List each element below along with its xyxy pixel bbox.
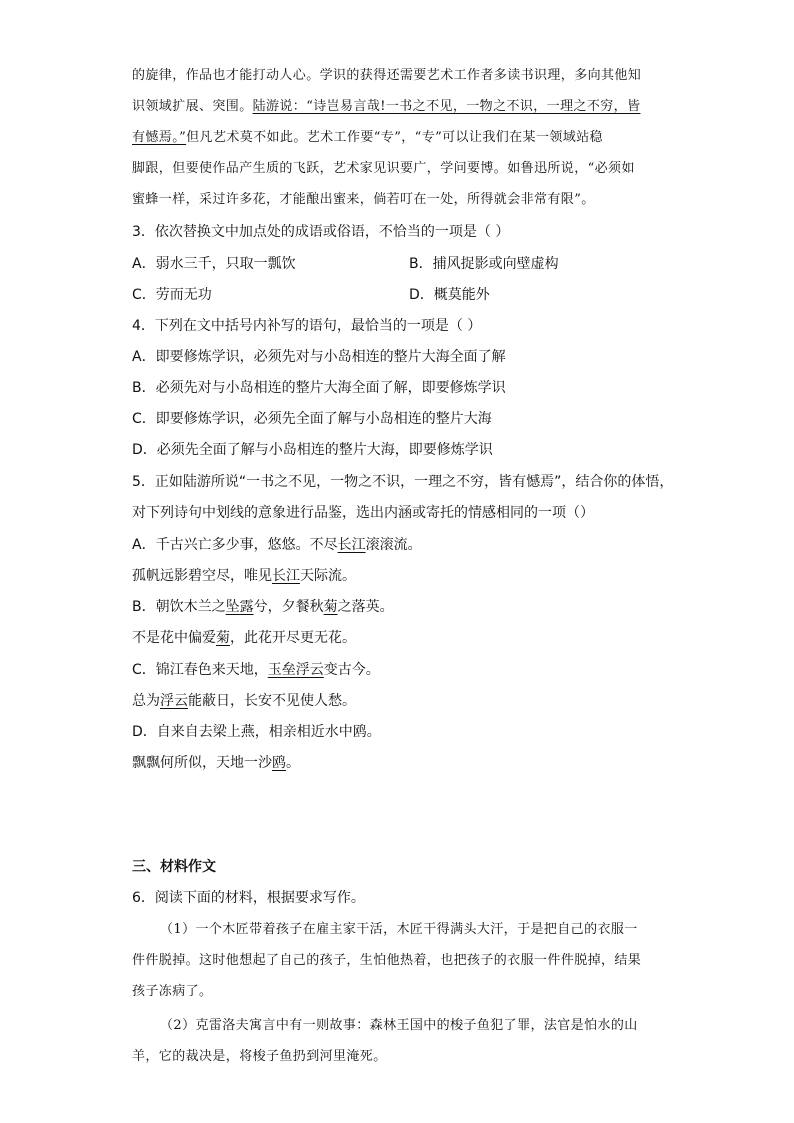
poem-text: 总为 xyxy=(132,693,160,709)
question-5-option-c-line-1 xyxy=(132,660,672,680)
underlined-quote: 有憾焉。” xyxy=(132,130,187,145)
poem-text: A．千古兴亡多少事，悠悠。不尽 xyxy=(132,537,338,553)
question-6-stem: 6．阅读下面的材料，根据要求写作。 xyxy=(132,890,365,906)
passage-text: 识领域扩展、突围。 xyxy=(132,99,253,114)
underlined-image: 菊 xyxy=(323,599,338,615)
question-4-option-a: A．即要修炼学识，必须先对与小岛相连的整片大海全面了解 xyxy=(132,349,506,365)
poem-text: ，此花开尽更无花。 xyxy=(230,630,356,646)
poem-text: C．锦江春色来天地， xyxy=(132,662,268,678)
material-1-line-1: （1）一个木匠带着孩子在雇主家干活，木匠干得满头大汗，于是把自己的衣服一 xyxy=(160,922,638,937)
question-3-options-row-2 xyxy=(132,285,672,305)
underlined-quote: 陆游说：“诗岂易言哉!一书之不见，一物之不识，一理之不穷，皆 xyxy=(252,99,641,114)
material-2-line-2: 羊，它的裁决是，将梭子鱼扔到河里淹死。 xyxy=(132,1049,387,1064)
poem-text: 飘飘何所似，天地一沙 xyxy=(132,755,272,771)
passage-line-3 xyxy=(132,128,672,148)
passage-line-1: 的旋律，作品也才能打动人心。学识的获得还需要艺术工作者多读书识理，多向其他知 xyxy=(132,68,642,83)
underlined-image: 坠露 xyxy=(225,599,254,615)
underlined-image: 长江 xyxy=(337,537,366,553)
poem-text: B．朝饮木兰之 xyxy=(132,599,226,615)
question-4-option-d: D．必须先全面了解与小岛相连的整片大海，即要修炼学识 xyxy=(132,442,493,458)
option-c: C．劳而无功 xyxy=(132,287,212,303)
option-b: B．捕风捉影或向壁虚构 xyxy=(409,256,559,272)
question-3-options-row-1 xyxy=(132,254,672,274)
material-2-line-1: （2）克雷洛夫寓言中有一则故事：森林王国中的梭子鱼犯了罪，法官是怕水的山 xyxy=(160,1018,638,1033)
poem-text: 变古今。 xyxy=(323,662,380,678)
passage-line-2 xyxy=(132,97,672,117)
option-a: A．弱水三千，只取一瓢饮 xyxy=(132,256,296,272)
underlined-image: 浮云 xyxy=(160,693,188,709)
section-heading: 三、材料作文 xyxy=(132,859,216,875)
poem-text: 。 xyxy=(286,755,300,771)
question-5-stem-line-1: 5．正如陆游所说“一书之不见，一物之不识，一理之不穷，皆有憾焉”，结合你的体悟， xyxy=(132,474,674,490)
question-5-option-d-line-1: D．自来自去梁上燕，相亲相近水中鸥。 xyxy=(132,724,381,740)
poem-text: 滚滚流。 xyxy=(365,537,422,553)
passage-line-4: 脚跟，但要使作品产生质的飞跃，艺术家见识要广，学问要博。如鲁迅所说，“必须如 xyxy=(132,161,635,176)
question-5-option-d-line-2 xyxy=(132,753,672,773)
underlined-image: 玉垒浮云 xyxy=(267,662,324,678)
poem-text: 天际流。 xyxy=(300,568,356,584)
question-5-option-c-line-2 xyxy=(132,691,672,711)
poem-text: 兮，夕餐秋 xyxy=(253,599,324,615)
material-1-line-3: 孩子冻病了。 xyxy=(132,984,213,999)
poem-text: 之落英。 xyxy=(337,599,394,615)
underlined-image: 长江 xyxy=(272,568,300,584)
poem-text: 能蔽日，长安不见使人愁。 xyxy=(188,693,356,709)
passage-text: 但凡艺术莫不如此。艺术工作要“专”，“专”可以让我们在某一领域站稳 xyxy=(186,130,603,145)
question-4-option-b: B．必须先对与小岛相连的整片大海全面了解，即要修炼学识 xyxy=(132,380,506,396)
question-5-option-a-line-1 xyxy=(132,535,672,555)
question-5-option-b-line-2 xyxy=(132,628,672,648)
poem-text: 不是花中偏爱 xyxy=(132,630,216,646)
poem-text: 孤帆远影碧空尽，唯见 xyxy=(132,568,272,584)
material-1-line-2: 件件脱掉。这时他想起了自己的孩子，生怕他热着，也把孩子的衣服一件件脱掉，结果 xyxy=(132,953,642,968)
question-3-stem: 3．依次替换文中加点处的成语或俗语，不恰当的一项是（ ） xyxy=(132,224,510,240)
underlined-image: 菊 xyxy=(216,630,230,646)
option-d: D．概莫能外 xyxy=(409,287,490,303)
question-4-stem: 4．下列在文中括号内补写的语句，最恰当的一项是（ ） xyxy=(132,318,482,334)
question-5-stem-line-2: 对下列诗句中划线的意象进行品鉴，选出内涵或寄托的情感相同的一项（） xyxy=(132,505,594,521)
question-5-option-b-line-1 xyxy=(132,597,672,617)
passage-line-5: 蜜蜂一样，采过许多花，才能酿出蜜来，倘若叮在一处，所得就会非常有限”。 xyxy=(132,192,595,207)
question-4-option-c: C．即要修炼学识，必须先全面了解与小岛相连的整片大海 xyxy=(132,411,492,427)
underlined-image: 鸥 xyxy=(272,755,286,771)
question-5-option-a-line-2 xyxy=(132,566,672,586)
